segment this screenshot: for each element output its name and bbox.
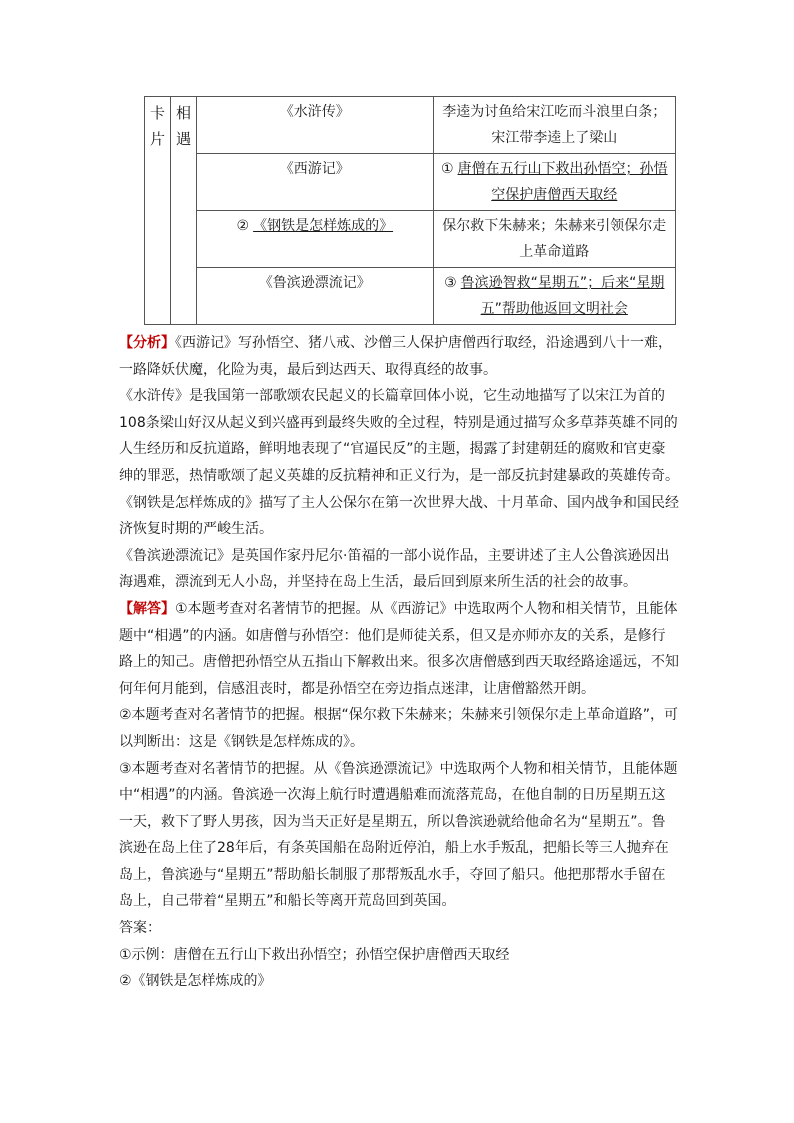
answer-text: ①本题考查对名著情节的把握。从《西游记》中选取两个人物和相关情节，且能体题中“相遇”的内涵。如唐僧与孙悟空：他们是师徒关系，但又是亦师亦友的关系，是修行路上的知己。唐僧把孙悟空从五指山下解救出来。很多次唐僧感到西天取经路途遥远，不知何年何月能到，信感沮丧时，都是孙悟空在旁边指点迷津，让唐僧豁然开朗。	[119, 600, 679, 697]
analysis-tag: 【分析】	[119, 335, 175, 351]
filled-blank: 《钢铁是怎样炼成的》	[253, 218, 394, 234]
answer-paragraph	[119, 596, 679, 702]
answer-tag: 【解答】	[119, 600, 175, 617]
analysis-paragraph: 《水浒传》是我国第一部歌颂农民起义的长篇章回体小说，它生动地描写了以宋江为首的108条梁山好汉从起义到兴盛再到最终失败的全过程，特别是通过描写众多草莽英雄不同的人生经历和反抗道路，鲜明地表现了“官逼民反”的主题，揭露了封建朝廷的腐败和官吏豪绅的罪恶，热情歌颂了起义英雄的反抗精神和正义行为，是一部反抗封建暴政的英雄传奇。	[119, 388, 679, 484]
filled-blank: 唐僧在五行山下救出孙悟空；孙悟空保护唐僧西天取经	[457, 161, 668, 203]
analysis-paragraph: 《钢铁是怎样炼成的》描写了主人公保尔在第一次世界大战、十月革命、国内战争和国民经济恢复时期的严峻生活。	[119, 494, 679, 538]
cards-table	[144, 96, 676, 325]
answer-paragraph: ③本题考查对名著情节的把握。从《鲁滨逊漂流记》中选取两个人物和相关情节，且能体题中“相遇”的内涵。鲁滨逊一次海上航行时遭遇船难而流落荒岛，在他自制的日历星期五这一天，救下了野人男孩，因为当天正好是星期五，所以鲁滨逊就给他命名为“星期五”。鲁滨逊在岛上住了28年后，有条英国船在岛附近停泊，船上水手叛乱，把船长等三人抛弃在岛上，鲁滨逊与“星期五”帮助船长制服了那帮叛乱水手，夺回了船只。他把那帮水手留在岛上，自己带着“星期五”和船长等离开荒岛回到英国。	[119, 760, 678, 910]
left-label: 卡片	[150, 104, 166, 148]
desc-cell	[433, 97, 675, 154]
answer-item: ②《钢铁是怎样炼成的》	[119, 973, 272, 990]
analysis-text: 《西游记》写孙悟空、猪八戒、沙僧三人保护唐僧西行取经，沿途遇到八十一难，一路降妖伏魔，化险为夷，最后到达西天、取得真经的故事。	[119, 335, 672, 378]
table-row	[145, 154, 676, 211]
desc-cell	[433, 211, 675, 268]
book-cell	[197, 211, 433, 268]
table-row	[145, 268, 676, 325]
book-title: 《鲁滨逊漂流记》	[258, 275, 371, 291]
book-cell	[197, 268, 433, 325]
left-label-cell	[145, 97, 171, 325]
book-title: 《西游记》	[279, 161, 350, 177]
middle-label: 相遇	[176, 104, 192, 148]
plot-desc: 保尔救下朱赫来；朱赫来引领保尔走上革命道路	[442, 218, 667, 260]
book-cell	[197, 154, 433, 211]
filled-blank: 鲁滨逊智救“星期五”；后来“星期五”帮助他返回文明社会	[460, 275, 665, 317]
desc-cell	[433, 268, 675, 325]
desc-cell	[433, 154, 675, 211]
answer-paragraph: ②本题考查对名著情节的把握。根据“保尔救下朱赫来；朱赫来引领保尔走上革命道路”，可以判断出：这是《钢铁是怎样炼成的》。	[119, 707, 679, 750]
analysis-paragraph: 《鲁滨逊漂流记》是英国作家丹尼尔·笛福的一部小说作品，主要讲述了主人公鲁滨逊因出海遇难，漂流到无人小岛，并坚持在岛上生活，最后回到原来所生活的社会的故事。	[119, 547, 670, 591]
explanation-text	[119, 330, 679, 995]
table-row	[145, 211, 676, 268]
book-cell	[197, 97, 433, 154]
analysis-paragraph	[119, 330, 679, 383]
book-title: 《水浒传》	[279, 104, 350, 120]
blank-number: ②	[236, 218, 250, 234]
middle-label-cell	[171, 97, 197, 325]
table-row	[145, 97, 676, 154]
answer-label: 答案：	[119, 920, 161, 937]
plot-desc: 李逵为讨鱼给宋江吃而斗浪里白条；宋江带李逵上了梁山	[442, 104, 667, 146]
blank-number: ①	[440, 161, 454, 177]
blank-number: ③	[444, 275, 457, 291]
answer-item: ①示例：唐僧在五行山下救出孙悟空；孙悟空保护唐僧西天取经	[119, 946, 510, 963]
